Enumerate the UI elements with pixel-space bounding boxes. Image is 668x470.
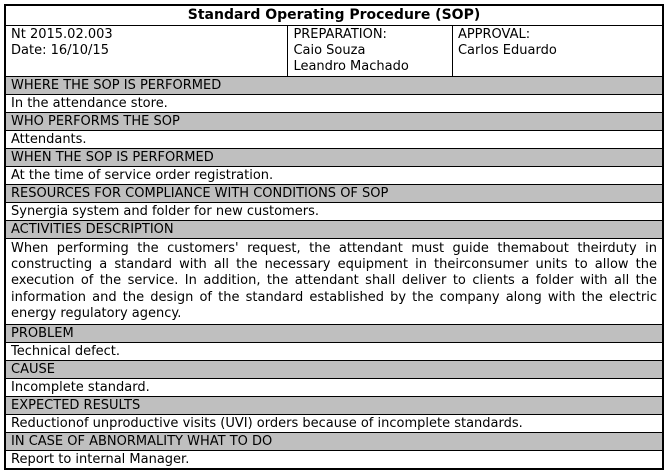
section-header-cause — [5, 361, 663, 379]
preparation-name-1: Caio Souza — [293, 43, 366, 58]
section-header-label: WHEN THE SOP IS PERFORMED — [5, 149, 663, 167]
sop-table — [4, 4, 664, 470]
document-title: Standard Operating Procedure (SOP) — [5, 5, 663, 26]
section-content-resources-for-compliance — [5, 203, 663, 221]
section-content-text: Incomplete standard. — [5, 379, 663, 397]
approval-name: Carlos Eduardo — [457, 43, 557, 58]
section-content-text: Reductionof unproductive visits (UVI) orders because of incomplete standards. — [5, 415, 663, 433]
section-content-text: Attendants. — [5, 131, 663, 149]
section-content-text: At the time of service order registration. — [5, 167, 663, 185]
section-content-text: In the attendance store. — [5, 95, 663, 113]
id-cell — [5, 26, 288, 77]
section-content-text: Synergia system and folder for new customers. — [5, 203, 663, 221]
section-header-label: CAUSE — [5, 361, 663, 379]
sop-number: Nt 2015.02.003 — [11, 27, 113, 42]
section-content-where-sop-performed — [5, 95, 663, 113]
section-header-label: WHERE THE SOP IS PERFORMED — [5, 77, 663, 95]
title-row — [5, 5, 663, 26]
section-header-where-sop-performed — [5, 77, 663, 95]
approval-cell — [452, 26, 663, 77]
section-content-who-performs-sop — [5, 131, 663, 149]
section-header-label: RESOURCES FOR COMPLIANCE WITH CONDITIONS OF SOP — [5, 185, 663, 203]
section-header-label: WHO PERFORMS THE SOP — [5, 113, 663, 131]
preparation-name-2: Leandro Machado — [293, 59, 409, 74]
section-header-label: IN CASE OF ABNORMALITY WHAT TO DO — [5, 433, 663, 451]
section-header-problem — [5, 325, 663, 343]
preparation-cell — [288, 26, 453, 77]
section-header-activities-description — [5, 221, 663, 239]
section-content-text: Technical defect. — [5, 343, 663, 361]
section-content-cause — [5, 379, 663, 397]
section-content-problem — [5, 343, 663, 361]
section-header-in-case-of-abnormality — [5, 433, 663, 451]
section-content-activities-description — [5, 239, 663, 325]
section-content-in-case-of-abnormality — [5, 451, 663, 470]
approval-label: APPROVAL: — [457, 27, 531, 42]
sop-date: Date: 16/10/15 — [11, 43, 109, 58]
section-content-text: When performing the customers' request, the attendant must guide themabout theirduty in constructing a standard with all the necessary equipment in theirconsumer units to allow the execution of the service. In addition, the attendant shall deliver to clients a folder with all the information and the design of the standard established by the company along with the electric energy regulatory agency. — [5, 239, 663, 325]
section-header-label: ACTIVITIES DESCRIPTION — [5, 221, 663, 239]
section-header-label: EXPECTED RESULTS — [5, 397, 663, 415]
section-content-text: Report to internal Manager. — [5, 451, 663, 470]
section-content-when-sop-performed — [5, 167, 663, 185]
section-header-expected-results — [5, 397, 663, 415]
preparation-label: PREPARATION: — [293, 27, 387, 42]
section-header-when-sop-performed — [5, 149, 663, 167]
section-header-resources-for-compliance — [5, 185, 663, 203]
meta-row — [5, 26, 663, 77]
section-content-expected-results — [5, 415, 663, 433]
section-header-who-performs-sop — [5, 113, 663, 131]
section-header-label: PROBLEM — [5, 325, 663, 343]
